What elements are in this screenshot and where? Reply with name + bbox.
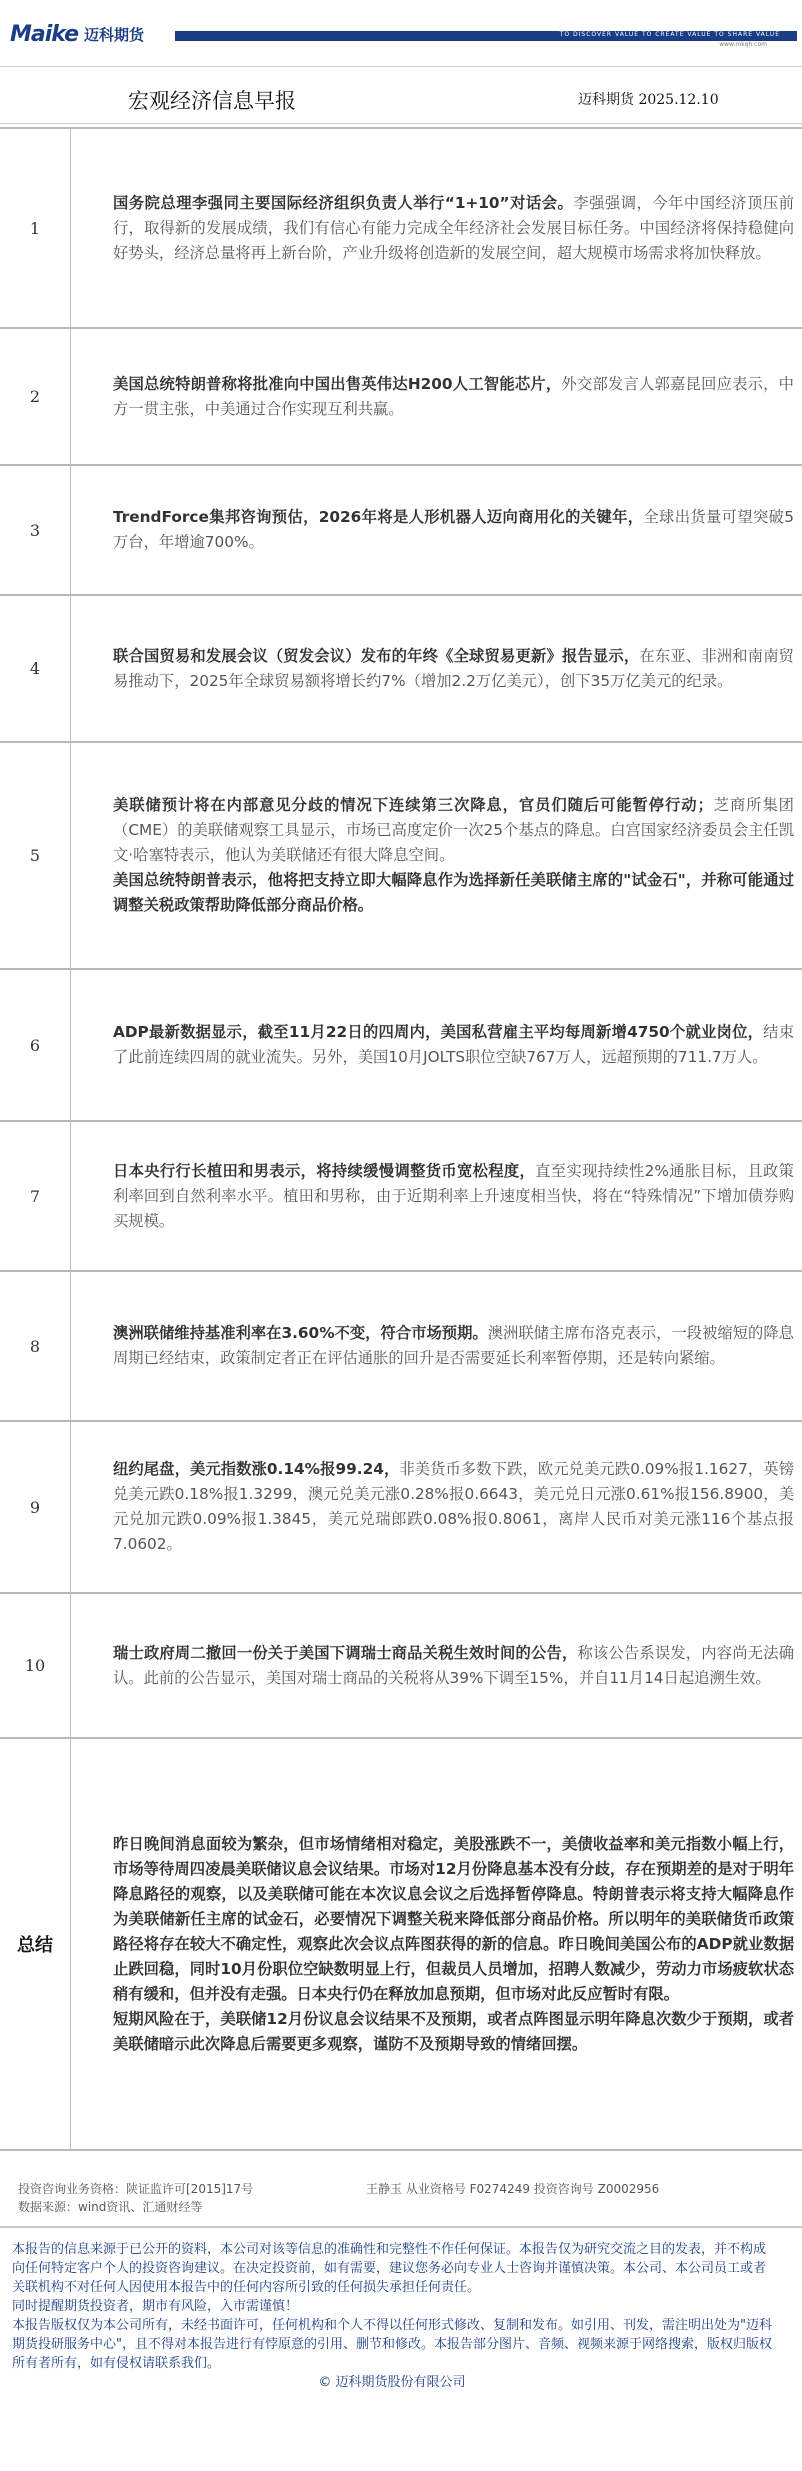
news-headline: 澳洲联储维持基准利率在3.60%不变，符合市场预期。	[113, 1324, 488, 1342]
news-headline: 日本央行行长植田和男表示，将持续缓慢调整货币宽松程度，	[113, 1161, 536, 1180]
news-text	[113, 505, 794, 555]
news-row	[0, 743, 802, 970]
analyst-info: 王静玉 从业资格号 F0274249 投资咨询号 Z0002956	[366, 2182, 660, 2196]
news-headline: TrendForce集邦咨询预估，2026年将是人形机器人迈向商用化的关键年，	[113, 508, 644, 526]
news-headline: 瑞士政府周二撤回一份关于美国下调瑞士商品关税生效时间的公告，	[113, 1643, 578, 1662]
row-number: 1	[0, 129, 71, 327]
news-headline: 美联储预计将在内部意见分歧的情况下连续第三次降息，官员们随后可能暂停行动；	[113, 796, 713, 814]
row-number: 5	[0, 743, 71, 968]
news-body: 芝商所集团（CME）的美联储观察工具显示，市场已高度定价一次25个基点的降息。白宫国家经济委员会主任凯文·哈塞特表示，他认为美联储还有很大降息空间。	[113, 796, 794, 864]
news-body: 称该公告系误发，内容尚无法确认。此前的公告显示，美国对瑞士商品的关税将从39%下调至15%，并自11月14日起追溯生效。	[113, 1643, 794, 1687]
news-text	[113, 372, 794, 422]
news-table	[0, 127, 802, 2151]
footer-info	[18, 2180, 788, 2216]
header-bar	[0, 0, 802, 52]
news-headline: 联合国贸易和发展会议（贸发会议）发布的年终《全球贸易更新》报告显示，	[113, 646, 640, 665]
copyright-notice: 本报告版权仅为本公司所有，未经书面许可，任何机构和个人不得以任何形式修改、复制和发布。如引用、刊发，需注明出处为"迈科期货投研服务中心"，且不得对本报告进行有悖原意的引用、删节和修改。本报告部分图片、音频、视频来源于网络搜索，版权归版权所有者所有，如有侵权请联系我们。	[12, 2318, 772, 2371]
logo-text-cn: 迈科期货	[84, 25, 145, 44]
news-headline-extra: 美国总统特朗普表示，他将把支持立即大幅降息作为选择新任美联储主席的"试金石"，并称可能通过调整关税政策帮助降低部分商品价格。	[113, 871, 794, 914]
risk-warning: 同时提醒期货投资者，期市有风险，入市需谨慎！	[12, 2299, 299, 2314]
summary-risk-paragraph: 短期风险在于，美联储12月份议息会议结果不及预期，或者点阵图显示明年降息次数少于预期，或者美联储暗示此次降息后需要更多观察，谨防不及预期导致的情绪回摆。	[113, 2009, 794, 2053]
news-content	[71, 1122, 802, 1270]
news-body: 澳洲联储主席布洛克表示，一段被缩短的降息周期已经结束，政策制定者正在评估通胀的回升是否需要延长利率暂停期，还是转向紧缩。	[113, 1324, 794, 1367]
news-content	[71, 129, 802, 327]
data-source: 数据来源：wind资讯、汇通财经等	[18, 2200, 203, 2214]
summary-row	[0, 1739, 802, 2151]
news-body: 直至实现持续性2%通胀目标，且政策利率回到自然利率水平。植田和男称，由于近期利率上升速度相当快，将在“特殊情况”下增加债券购买规模。	[113, 1161, 794, 1230]
summary-content	[71, 1739, 802, 2149]
logo-text-en: Maike	[10, 21, 79, 47]
news-text	[113, 1159, 794, 1234]
news-row	[0, 1272, 802, 1422]
company-logo	[10, 22, 144, 46]
disclaimer	[12, 2240, 772, 2392]
title-bar	[0, 66, 802, 124]
row-number: 8	[0, 1272, 71, 1420]
row-number: 2	[0, 329, 71, 464]
news-row	[0, 329, 802, 466]
company-copyright: © 迈科期货股份有限公司	[318, 2375, 466, 2390]
row-number: 6	[0, 970, 71, 1120]
news-text	[113, 793, 794, 918]
news-headline: ADP最新数据显示，截至11月22日的四周内，美国私营雇主平均每周新增4750个就业岗位，	[113, 1023, 764, 1041]
news-content	[71, 329, 802, 464]
news-content	[71, 1594, 802, 1737]
news-content	[71, 970, 802, 1120]
summary-text	[113, 1832, 794, 2057]
news-body: 在东亚、非洲和南南贸易推动下，2025年全球贸易额将增长约7%（增加2.2万亿美元），创下35万亿美元的纪录。	[113, 646, 794, 690]
footer-divider	[0, 2226, 802, 2228]
row-number: 3	[0, 466, 71, 594]
row-number: 7	[0, 1122, 71, 1270]
row-number: 10	[0, 1594, 71, 1737]
header-slogan: TO DISCOVER VALUE TO CREATE VALUE TO SHARE VALUE	[559, 31, 780, 38]
news-row	[0, 1122, 802, 1272]
report-date: 迈科期货 2025.12.10	[578, 92, 719, 108]
news-row	[0, 127, 802, 329]
news-headline: 纽约尾盘，美元指数涨0.14%报99.24，	[113, 1460, 400, 1478]
news-text	[113, 1321, 794, 1371]
news-body: 结束了此前连续四周的就业流失。另外，美国10月JOLTS职位空缺767万人，远超预期的711.7万人。	[113, 1023, 794, 1066]
row-number: 4	[0, 596, 71, 741]
news-row	[0, 596, 802, 743]
news-content	[71, 1422, 802, 1592]
summary-paragraph: 昨日晚间消息面较为繁杂，但市场情绪相对稳定，美股涨跌不一，美债收益率和美元指数小幅上行，市场等待周四凌晨美联储议息会议结果。市场对12月份降息基本没有分歧，存在预期差的是对于明年降息路径的观察，以及美联储可能在本次议息会议之后选择暂停降息。特朗普表示将支持大幅降息作为美联储新任主席的试金石，必要情况下调整关税来降低部分商品价格。所以明年的美联储货币政策路径将存在较大不确定性，观察此次会议点阵图获得的新的信息。昨日晚间美国公布的ADP就业数据止跌回稳，同时10月份职位空缺数明显上行，但裁员人员增加，招聘人数减少，劳动力市场疲软状态稍有缓和，但并没有走强。日本央行仍在释放加息预期，但市场对此反应暂时有限。	[113, 1834, 794, 2003]
qualification-text: 投资咨询业务资格：陕证监许可[2015]17号	[18, 2182, 254, 2196]
news-text	[113, 1641, 794, 1691]
news-content	[71, 743, 802, 968]
disclaimer-paragraph: 本报告的信息来源于已公开的资料，本公司对该等信息的准确性和完整性不作任何保证。本报告仅为研究交流之目的发表，并不构成向任何特定客户个人的投资咨询建议。在决定投资前，如有需要，建议您务必向专业人士咨询并谨慎决策。本公司、本公司员工或者关联机构不对任何人因使用本报告中的任何内容所引致的任何损失承担任何责任。	[12, 2242, 767, 2295]
news-content	[71, 466, 802, 594]
news-text	[113, 1457, 794, 1557]
news-headline: 国务院总理李强同主要国际经济组织负责人举行“1+10”对话会。	[113, 193, 574, 212]
news-headline: 美国总统特朗普称将批准向中国出售英伟达H200人工智能芯片，	[113, 374, 562, 393]
news-body: 外交部发言人郭嘉昆回应表示，中方一贯主张，中美通过合作实现互利共赢。	[113, 374, 794, 418]
summary-label: 总结	[0, 1739, 71, 2149]
news-text	[113, 1020, 794, 1070]
news-row	[0, 1594, 802, 1739]
news-content	[71, 596, 802, 741]
header-website: www.mkqh.com	[719, 41, 767, 48]
news-body: 非美货币多数下跌，欧元兑美元跌0.09%报1.1627，英镑兑美元跌0.18%报1.3299，澳元兑美元涨0.28%报0.6643，美元兑日元涨0.61%报156.8900，美元兑加元跌0.09%报1.3845，美元兑瑞郎跌0.08%报0.8061，离岸人民币对美元涨116个基点报7.0602。	[113, 1460, 794, 1553]
report-title: 宏观经济信息早报	[128, 89, 296, 113]
news-content	[71, 1272, 802, 1420]
news-text	[113, 644, 794, 694]
news-row	[0, 466, 802, 596]
news-text	[113, 191, 794, 266]
news-row	[0, 970, 802, 1122]
news-row	[0, 1422, 802, 1594]
news-body: 李强强调，今年中国经济顶压前行，取得新的发展成绩，我们有信心有能力完成全年经济社会发展目标任务。中国经济将保持稳健向好势头，经济总量将再上新台阶，产业升级将创造新的发展空间，超大规模市场需求将加快释放。	[113, 193, 794, 262]
row-number: 9	[0, 1422, 71, 1592]
news-body: 全球出货量可望突破5万台，年增逾700%。	[113, 508, 794, 551]
